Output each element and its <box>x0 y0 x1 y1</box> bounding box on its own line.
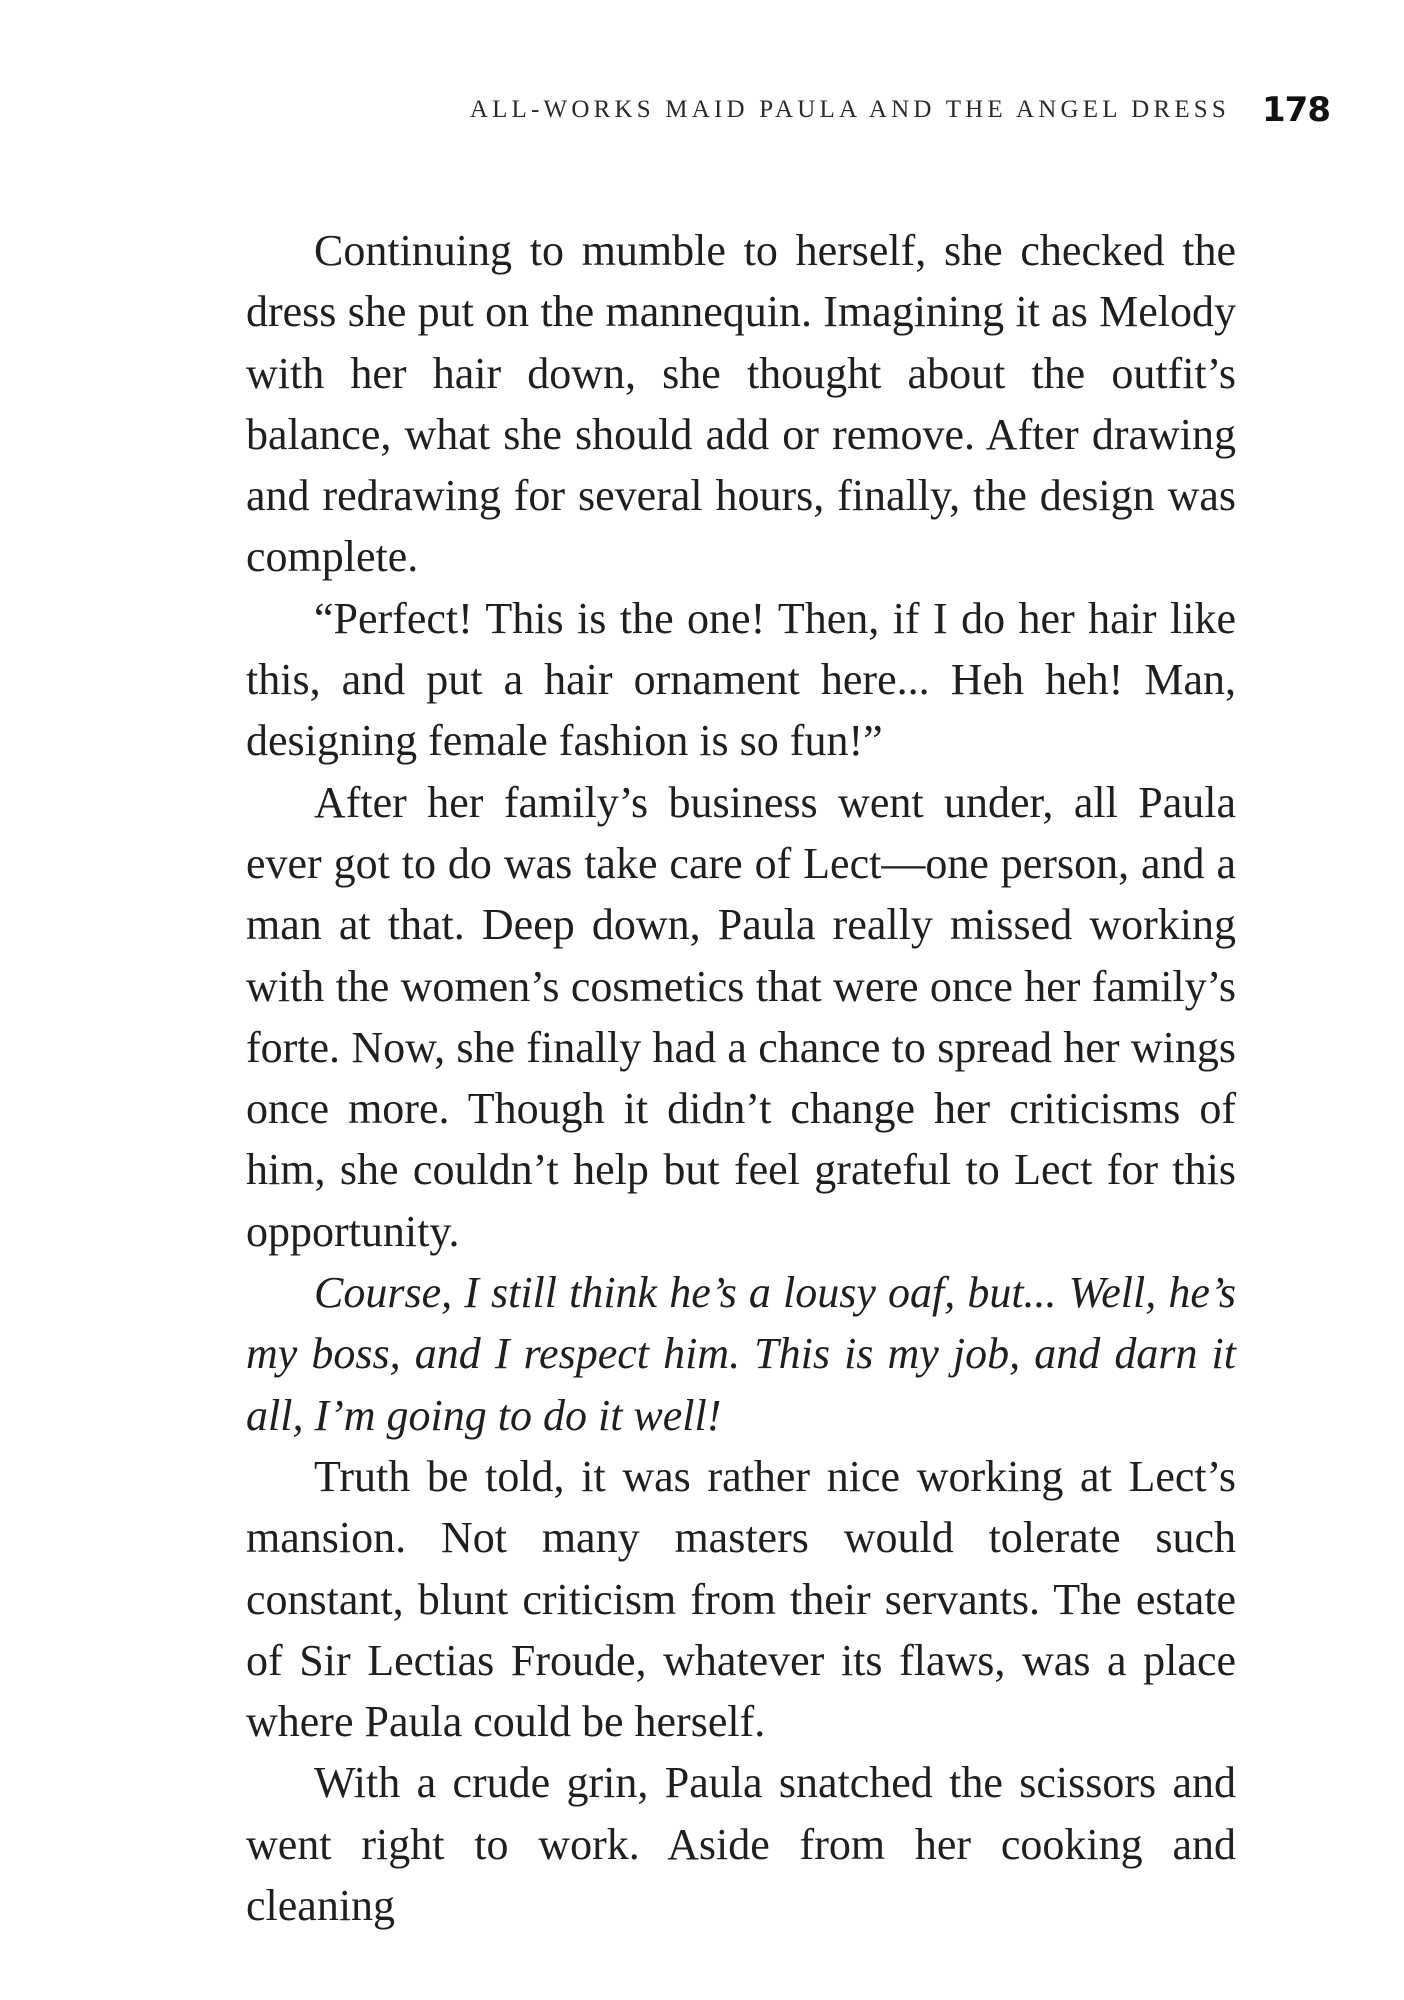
paragraph: With a crude grin, Paula snatched the scissors and went right to work. Aside from her cooking and cleaning <box>246 1758 1236 1931</box>
running-header-title: ALL-WORKS MAID PAULA AND THE ANGEL DRESS <box>469 96 1230 123</box>
paragraph: Continuing to mumble to herself, she checked the dress she put on the mannequin. Imagining it as Melody with her hair down, she thought about the outfit’s balance, what she should add or remove. After drawing and redrawing for several hours, finally, the design was complete. <box>246 226 1236 582</box>
page-number: 178 <box>1262 90 1330 130</box>
body-text <box>246 220 1236 1936</box>
paragraph-dialogue: “Perfect! This is the one! Then, if I do her hair like this, and put a hair ornament here... Heh heh! Man, designing female fashion is so fun!” <box>246 593 1236 766</box>
paragraph: After her family’s business went under, all Paula ever got to do was take care of Lect—one person, and a man at that. Deep down, Paula really missed working with the women’s cosmetics that were once her family’s forte. Now, she finally had a chance to spread her wings once more. Though it didn’t change her criticisms of him, she couldn’t help but feel grateful to Lect for this opportunity. <box>246 777 1236 1256</box>
paragraph-inner-thought: Course, I still think he’s a lousy oaf, but... Well, he’s my boss, and I respect him. This is my job, and darn it all, I’m going to do it well! <box>246 1268 1236 1440</box>
paragraph: Truth be told, it was rather nice working at Lect’s mansion. Not many masters would tolerate such constant, blunt criticism from their servants. The estate of Sir Lectias Froude, whatever its flaws, was a place where Paula could be herself. <box>246 1451 1236 1747</box>
